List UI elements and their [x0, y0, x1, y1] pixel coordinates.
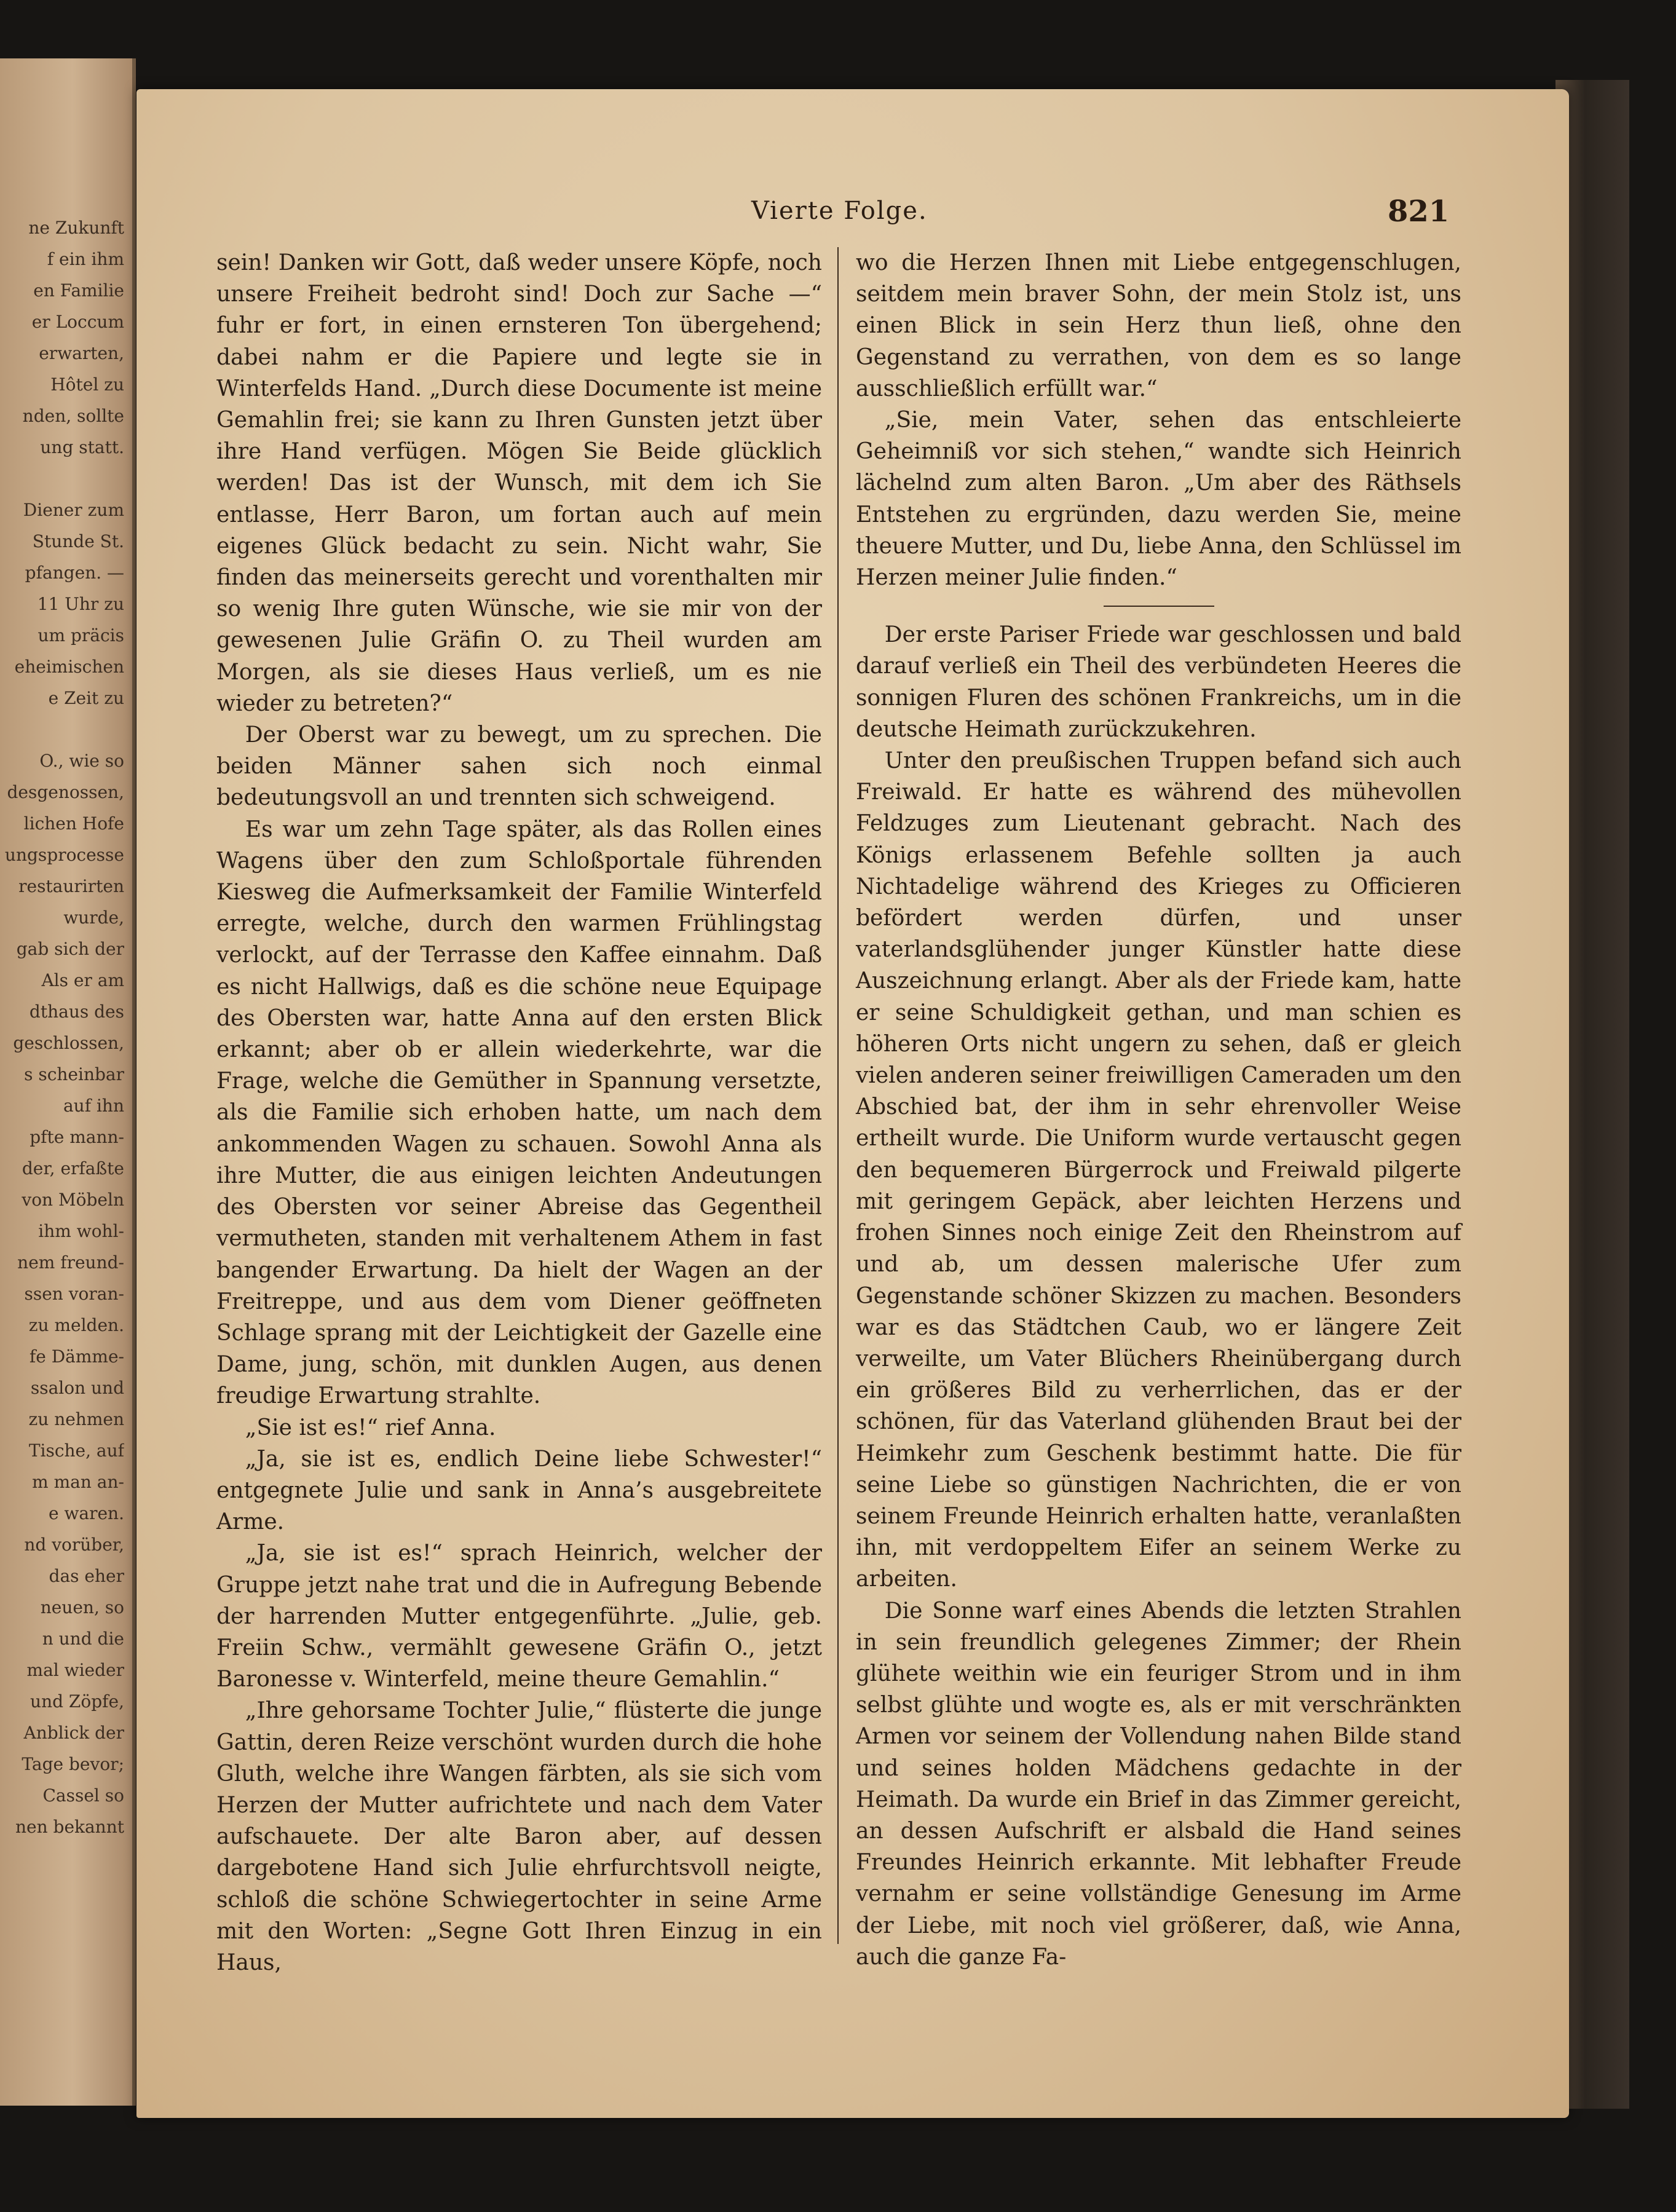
left-page-line: und Zöpfe,: [30, 1691, 124, 1712]
left-page-line: erwarten,: [39, 343, 124, 363]
column-right-top: [856, 247, 1461, 593]
left-page-line: Cassel so: [42, 1785, 124, 1806]
paragraph: „Sie, mein Vater, sehen das entschleierte Geheimniß vor sich stehen,“ wandte sich Heinrich lächelnd zum alten Baron. „Um aber des Räthsels Entstehen zu ergründen, dazu werden Sie, meine theuere Mutter, und Du, liebe Anna, den Schlüssel im Herzen meiner Julie finden.“: [856, 408, 1461, 591]
left-page-line: pfte mann-: [30, 1127, 124, 1147]
left-page-line: ihm wohl-: [38, 1221, 124, 1241]
left-page-line: [1, 463, 124, 494]
left-page-line: e Zeit zu: [48, 688, 124, 708]
left-page-line: um präcis: [38, 625, 124, 646]
paragraph: Der erste Pariser Friede war geschlossen und bald darauf verließ ein Theil des verbündeten Heeres die sonnigen Fluren des schönen Frankreichs, um in die deutsche Heimath zurückzukehren.: [856, 622, 1461, 742]
left-page-line: zu nehmen: [28, 1409, 124, 1429]
left-page-line: n und die: [42, 1629, 124, 1649]
left-page-line: f ein ihm: [47, 249, 124, 269]
page-number: 821: [1388, 194, 1450, 229]
left-page-line: geschlossen,: [13, 1033, 124, 1053]
paragraph: wo die Herzen Ihnen mit Liebe entgegenschlugen, seitdem mein braver Sohn, der mein Stolz ist, uns einen Blick in sein Herz thun ließ, ohne den Gegenstand zu verrathen, von dem es so lange ausschließlich erfüllt war.“: [856, 250, 1461, 401]
left-page-line: der, erfaßte: [22, 1158, 124, 1179]
left-page-line: Tage bevor;: [22, 1754, 124, 1774]
left-page-line: von Möbeln: [22, 1190, 124, 1210]
left-page-line: e waren.: [48, 1503, 124, 1523]
text-columns: [216, 247, 1477, 2030]
left-page-line: nem freund-: [17, 1252, 124, 1273]
left-page-line: mal wieder: [26, 1660, 124, 1680]
left-page-line: [1, 714, 124, 745]
left-page-line: m man an-: [32, 1472, 124, 1492]
left-page-line: 11 Uhr zu: [37, 594, 124, 614]
column-left: [216, 247, 822, 1978]
paragraph: Der Oberst war zu bewegt, um zu sprechen. Die beiden Männer sahen sich noch einmal bedeutungsvoll an und trennten sich schweigend.: [216, 722, 822, 811]
left-page-line: neuen, so: [40, 1597, 124, 1618]
left-page-line: fe Dämme-: [29, 1346, 124, 1367]
left-page-line: ssalon und: [30, 1378, 124, 1398]
left-page-line: ne Zukunft: [28, 218, 124, 238]
column-divider: [837, 247, 839, 1944]
paragraph: „Ihre gehorsame Tochter Julie,“ flüsterte die junge Gattin, deren Reize verschönt wurden durch die hohe Gluth, welche ihre Wangen färbten, als sie sich vom Herzen der Mutter aufrichtete und nach dem Vater aufschauete. Der alte Baron aber, auf dessen dargebotene Hand sich Julie ehrfurchtsvoll neigte, schloß die schöne Schwiegertochter in seine Arme mit den Worten: „Segne Gott Ihren Einzug in ein Haus,: [216, 1698, 822, 1975]
left-page-line: O., wie so: [39, 751, 124, 771]
left-page-line: auf ihn: [63, 1096, 124, 1116]
book-page: [136, 89, 1569, 2118]
column-right-bottom: [856, 619, 1461, 1973]
paragraph: sein! Danken wir Gott, daß weder unsere Köpfe, noch unsere Freiheit bedroht sind! Doch zur Sache —“ fuhr er fort, in einen ernsteren Ton übergehend; dabei nahm er die Papiere und legte sie in Winterfelds Hand. „Durch diese Documente ist meine Gemahlin frei; sie kann zu Ihren Gunsten jetzt über ihre Hand verfügen. Mögen Sie Beide glücklich werden! Das ist der Wunsch, mit dem ich Sie entlasse, Herr Baron, um fortan auch auf mein eigenes Glück bedacht zu sein. Nicht wahr, Sie finden das meinerseits gerecht und vorenthalten mir so wenig Ihre guten Wünsche, wie sie mir von der gewesenen Julie Gräfin O. zu Theil wurden am Morgen, als sie dieses Haus verließ, um es nie wieder zu betreten?“: [216, 250, 822, 716]
left-page-line: lichen Hofe: [23, 813, 124, 834]
column-right: [856, 247, 1461, 1973]
paragraph: Es war um zehn Tage später, als das Rollen eines Wagens über den zum Schloßportale führenden Kiesweg die Aufmerksamkeit der Familie Winterfeld erregte, welche, durch den warmen Frühlingstag verlockt, auf der Terrasse den Kaffee einnahm. Daß es nicht Hallwigs, daß es die schöne neue Equipage des Obersten war, hatte Anna auf den ersten Blick erkannt; aber ob er allein wiederkehrte, war die Frage, welche die Gemüther in Spannung versetzte, als die Familie sich erhoben hatte, um nach dem ankommenden Wagen zu schauen. Sowohl Anna als ihre Mutter, die aus einigen leichten Andeutungen des Obersten vor seiner Abreise das Gegentheil vermutheten, standen mit verhaltenem Athem in fast bangender Erwartung. Da hielt der Wagen an der Freitreppe, und aus dem vom Diener geöffneten Schlage sprang mit der Leichtigkeit der Gazelle eine Dame, jung, schön, mit dunklen Augen, aus denen freudige Erwartung strahlte.: [216, 816, 822, 1409]
left-page-line: pfangen. —: [25, 563, 124, 583]
left-page-line: s scheinbar: [24, 1064, 124, 1084]
left-page-line: nd vorüber,: [24, 1535, 124, 1555]
left-page-line: restaurirten: [18, 876, 124, 896]
left-page-text-fragments: [1, 212, 124, 1843]
running-head: Vierte Folge.: [751, 197, 928, 225]
left-page-line: wurde,: [63, 907, 124, 928]
left-page-line: Als er am: [41, 970, 124, 990]
paragraph: „Sie ist es!“ rief Anna.: [245, 1415, 496, 1440]
left-page-line: Diener zum: [23, 500, 124, 520]
left-page-line: Tische, auf: [28, 1440, 124, 1461]
left-page-line: desgenossen,: [7, 782, 124, 802]
left-page-line: ungsprocesse: [4, 845, 124, 865]
paragraph: „Ja, sie ist es!“ sprach Heinrich, welcher der Gruppe jetzt nahe trat und die in Aufregung Bebende der harrenden Mutter entgegenführte. „Julie, geb. Freiin Schw., vermählt gewesene Gräfin O., jetzt Baronesse v. Winterfeld, meine theure Gemahlin.“: [216, 1541, 822, 1693]
left-page-line: nen bekannt: [15, 1817, 124, 1837]
paragraph: „Ja, sie ist es, endlich Deine liebe Schwester!“ entgegnete Julie und sank in Anna’s ausgebreitete Arme.: [216, 1446, 822, 1535]
left-page-line: ung statt.: [40, 437, 124, 457]
left-page-line: er Loccum: [31, 312, 124, 332]
left-page-line: zu melden.: [28, 1315, 124, 1335]
paragraph: Unter den preußischen Truppen befand sich auch Freiwald. Er hatte es während des mühevollen Feldzuges zum Lieutenant gebracht. Nach des Königs erlassenem Befehle sollten ja auch Nichtadelige während des Krieges zu Officieren befördert werden dürfen, und unser vaterlandsglühender junger Künstler hatte diese Auszeichnung erlangt. Aber als der Friede kam, hatte er seine Schuldigkeit gethan, und man schien es höheren Orts nicht ungern zu sehen, daß er gleich vielen anderen seiner freiwilligen Cameraden um den Abschied bat, der ihm in sehr ehrenvoller Weise ertheilt wurde. Die Uniform wurde vertauscht gegen den bequemeren Bürgerrock und Freiwald pilgerte mit geringem Gepäck, aber leichten Herzens und frohen Sinnes noch einige Zeit den Rheinstrom auf und ab, um dessen malerische Ufer zum Gegenstande schöner Skizzen zu machen. Besonders war es das Städtchen Caub, wo er längere Zeit verweilte, um Vater Blüchers Rheinübergang durch ein größeres Bild zu verherrlichen, das er der schönen, für das Vaterland glühenden Braut bei der Heimkehr zum Geschenk bestimmt hatte. Die für seine Liebe so günstigen Nachrichten, die er von seinem Freunde Heinrich erhalten hatte, veranlaßten ihn, mit verdoppeltem Eifer an seinem Werke zu arbeiten.: [856, 748, 1461, 1592]
left-page-line: en Familie: [33, 280, 124, 301]
left-page-line: ssen voran-: [24, 1284, 124, 1304]
left-page-line: Stunde St.: [32, 531, 124, 551]
left-page-line: das eher: [49, 1566, 124, 1586]
left-page-line: eheimischen: [14, 657, 124, 677]
paragraph: Die Sonne warf eines Abends die letzten Strahlen in sein freundlich gelegenes Zimmer; der Rhein glühete weithin wie ein feuriger Strom und in ihm selbst glühte und wogte es, als er mit verschränkten Armen vor seinem der Vollendung nahen Bilde stand und seines holden Mädchens gedachte in der Heimath. Da wurde ein Brief in das Zimmer gereicht, an dessen Aufschrift er alsbald die Hand seines Freundes Heinrich erkannte. Mit lebhafter Freude vernahm er seine vollständige Genesung im Arme der Liebe, mit noch viel größerer, daß, wie Anna, auch die ganze Fa-: [856, 1598, 1461, 1970]
facing-page-left: [0, 58, 136, 2106]
left-page-line: gab sich der: [16, 939, 124, 959]
page-header: [136, 194, 1569, 240]
left-page-line: nden, sollte: [22, 406, 124, 426]
left-page-line: Hôtel zu: [50, 374, 124, 395]
left-page-line: Anblick der: [23, 1723, 124, 1743]
left-page-line: dthaus des: [29, 1001, 124, 1022]
section-divider: [1104, 606, 1214, 607]
